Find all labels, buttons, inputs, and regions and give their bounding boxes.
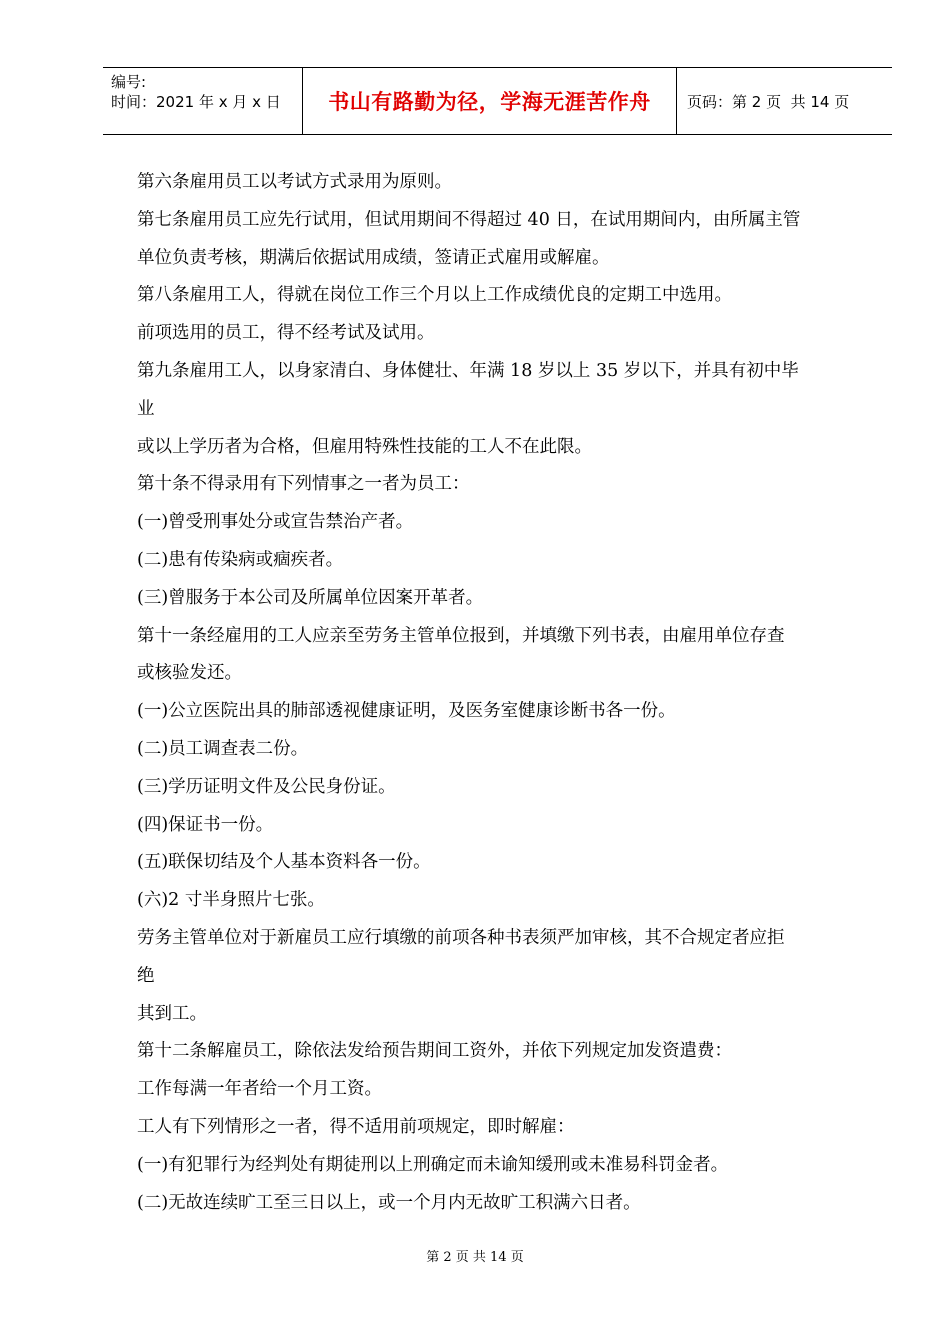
body-line: (三)学历证明文件及公民身份证。 bbox=[137, 776, 396, 797]
body-line: 第六条雇用员工以考试方式录用为原则。 bbox=[137, 172, 452, 192]
body-line: (六)2 寸半身照片七张。 bbox=[137, 890, 325, 911]
body-line: 单位负责考核，期满后依据试用成绩，签请正式雇用或解雇。 bbox=[137, 247, 610, 268]
document-date: 时间：2021 年 x 月 x 日 bbox=[111, 93, 281, 111]
body-line: (二)无故连续旷工至三日以上，或一个月内无故旷工积满六日者。 bbox=[137, 1192, 641, 1213]
document-number-label: 编号: bbox=[111, 73, 147, 91]
body-line: (一)曾受刑事处分或宣告禁治产者。 bbox=[137, 512, 414, 533]
body-line: (五)联保切结及个人基本资料各一份。 bbox=[137, 852, 431, 873]
body-line: (一)有犯罪行为经判处有期徒刑以上刑确定而未谕知缓刑或未准易科罚金者。 bbox=[137, 1154, 729, 1175]
header-page-info bbox=[677, 68, 892, 134]
body-line: 第九条雇用工人，以身家清白、身体健壮、年满 18 岁以上 35 岁以下，并具有初中毕 bbox=[137, 360, 799, 381]
body-line: 第八条雇用工人，得就在岗位工作三个月以上工作成绩优良的定期工中选用。 bbox=[137, 285, 732, 306]
body-line: 前项选用的员工，得不经考试及试用。 bbox=[137, 323, 435, 344]
body-line: 其到工。 bbox=[137, 1003, 207, 1024]
body-line: (三)曾服务于本公司及所属单位因案开革者。 bbox=[137, 587, 484, 608]
body-line: (四)保证书一份。 bbox=[137, 814, 274, 835]
document-body bbox=[137, 164, 867, 1222]
body-line: 劳务主管单位对于新雇员工应行填缴的前项各种书表须严加审核，其不合规定者应拒 bbox=[137, 927, 785, 948]
body-line: 第十一条经雇用的工人应亲至劳务主管单位报到，并填缴下列书表，由雇用单位存查 bbox=[137, 625, 785, 646]
body-line: 绝 bbox=[137, 965, 155, 986]
body-line: 或以上学历者为合格，但雇用特殊性技能的工人不在此限。 bbox=[137, 436, 592, 457]
page-header bbox=[103, 67, 892, 135]
body-line: (二)患有传染病或痼疾者。 bbox=[137, 549, 344, 570]
page-info-text: 页码：第 2 页 共 14 页 bbox=[687, 92, 850, 111]
body-line: 工作每满一年者给一个月工资。 bbox=[137, 1079, 382, 1100]
page-footer: 第 2 页 共 14 页 bbox=[426, 1250, 524, 1265]
body-line: 第十条不得录用有下列情事之一者为员工： bbox=[137, 474, 470, 495]
body-line: (一)公立医院出具的肺部透视健康证明，及医务室健康诊断书各一份。 bbox=[137, 701, 676, 722]
body-line: 工人有下列情形之一者，得不适用前项规定，即时解雇： bbox=[137, 1116, 575, 1137]
body-line: 第十二条解雇员工，除依法发给预告期间工资外，并依下列规定加发资遣费： bbox=[137, 1041, 732, 1062]
header-meta bbox=[103, 68, 303, 134]
body-line: 业 bbox=[137, 398, 155, 419]
header-motto: 书山有路勤为径，学海无涯苦作舟 bbox=[303, 68, 677, 134]
body-line: 第七条雇用员工应先行试用，但试用期间不得超过 40 日，在试用期间内，由所属主管 bbox=[137, 209, 801, 230]
body-line: (二)员工调查表二份。 bbox=[137, 738, 309, 759]
body-line: 或核验发还。 bbox=[137, 663, 242, 684]
